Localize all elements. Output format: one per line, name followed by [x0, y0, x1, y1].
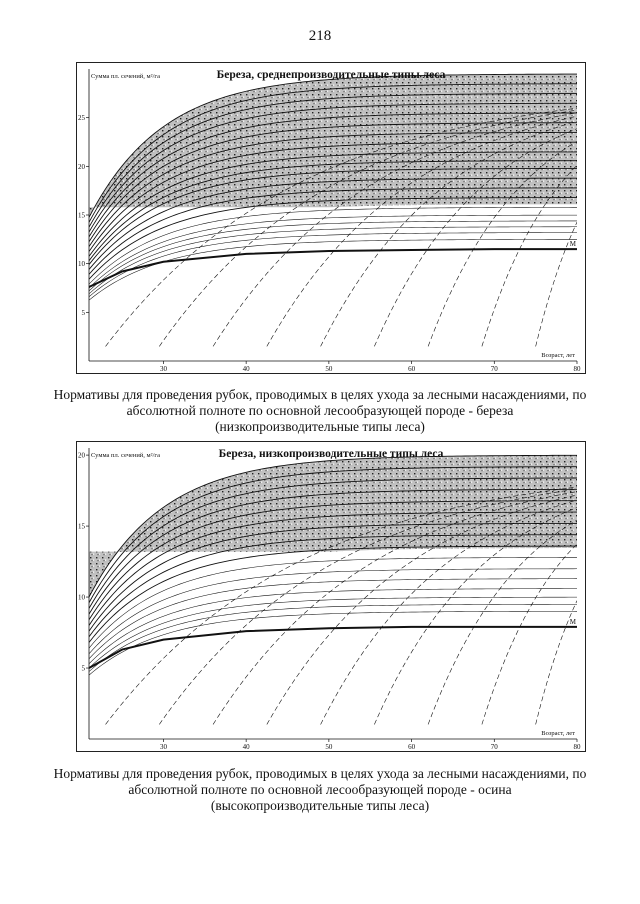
y-tick-label: 10: [78, 260, 85, 269]
y-tick-label: 15: [78, 522, 85, 531]
plot-area: [89, 74, 577, 347]
x-tick-label: 70: [490, 743, 498, 751]
caption-2-line-1: Нормативы для проведения рубок, проводимых в целях ухода за лесными насаждениями, по: [53, 766, 587, 781]
y-axis-label: Сумма пл. сечений, м²/га: [91, 73, 160, 80]
shaded-band: [89, 74, 577, 218]
x-tick-label: 80: [573, 743, 581, 751]
x-axis-label: Возраст, лет: [541, 352, 575, 359]
solid-curve: [89, 579, 577, 659]
caption-1-line-3: (низкопроизводительные типы леса): [215, 419, 425, 434]
caption-2: [40, 766, 600, 814]
series-m-line: [89, 249, 577, 287]
solid-curve: [89, 557, 577, 648]
x-tick-label: 80: [573, 365, 581, 373]
solid-curve: [89, 597, 577, 668]
chart-birch-low: [76, 441, 586, 752]
series-m-label: M: [569, 240, 576, 249]
chart-1-svg: [77, 63, 585, 373]
series-m-line: [89, 627, 577, 668]
page-number: 218: [308, 28, 332, 44]
y-tick-label: 5: [81, 308, 85, 317]
caption-1-line-1: Нормативы для проведения рубок, проводимых в целях ухода за лесными насаждениями, по: [53, 387, 587, 402]
x-tick-label: 50: [325, 743, 333, 751]
x-tick-label: 30: [159, 365, 167, 373]
chart-title: Береза, среднепроизводительные типы леса: [216, 69, 446, 81]
x-tick-label: 40: [242, 743, 250, 751]
caption-2-line-2: абсолютной полноте по основной лесообразующей породе - осина: [128, 782, 512, 797]
x-tick-label: 60: [408, 743, 416, 751]
y-tick-label: 20: [78, 162, 85, 171]
x-tick-label: 60: [408, 365, 416, 373]
solid-curve: [89, 207, 577, 284]
y-tick-label: 20: [78, 451, 85, 460]
caption-1: [40, 387, 600, 435]
chart-2-svg: [77, 442, 585, 751]
dashed-curve: [428, 520, 577, 724]
shaded-band: [89, 455, 577, 597]
chart-title: Береза, низкопроизводительные типы леса: [218, 448, 444, 460]
solid-curve: [89, 611, 577, 675]
chart-birch-medium: [76, 62, 586, 374]
y-tick-label: 15: [78, 211, 85, 220]
y-tick-label: 10: [78, 593, 85, 602]
y-tick-label: 25: [78, 114, 85, 123]
x-tick-label: 50: [325, 365, 333, 373]
x-tick-label: 30: [159, 743, 167, 751]
series-m-label: M: [569, 617, 576, 626]
caption-1-line-2: абсолютной полноте по основной лесообразующей породе - береза: [126, 403, 514, 418]
solid-curve: [89, 604, 577, 671]
plot-area: [89, 455, 577, 724]
x-tick-label: 70: [490, 365, 498, 373]
x-axis-label: Возраст, лет: [541, 730, 575, 737]
y-tick-label: 5: [81, 664, 85, 673]
solid-curve: [89, 221, 577, 291]
dashed-curve: [482, 544, 577, 724]
x-tick-label: 40: [242, 365, 250, 373]
y-axis-label: Сумма пл. сечений, м²/га: [91, 452, 160, 459]
caption-2-line-3: (высокопроизводительные типы леса): [210, 798, 430, 813]
